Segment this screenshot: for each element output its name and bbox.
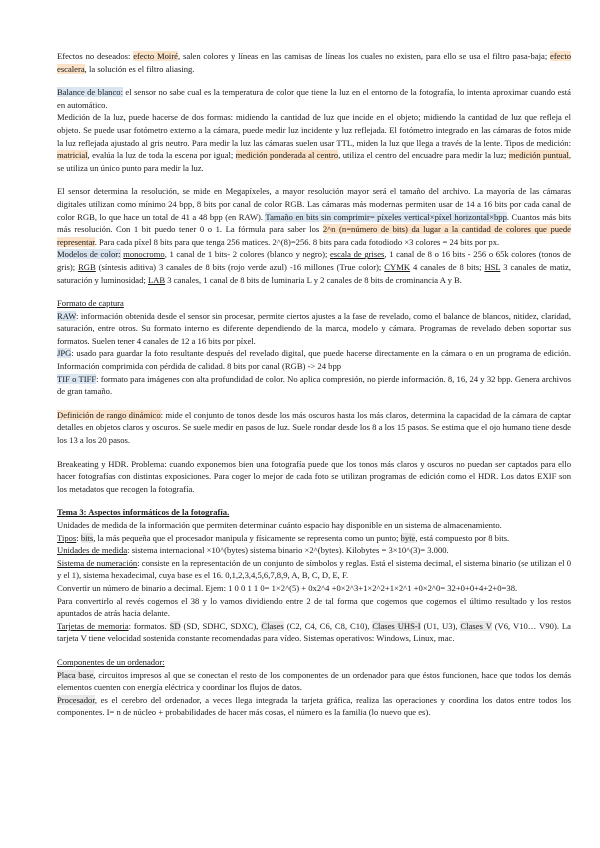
text-run: , la más pequeña que el procesador manipula y físicamente se representa como un punto;: [93, 532, 401, 543]
heading-capture-format: Formato de captura: [57, 298, 124, 309]
highlighted-term: Procesador: [57, 694, 95, 705]
text-run: 3 canales, 1 canal de 8 bits de luminaria L y 2 canales de 8 bits de crominancia A y B.: [165, 274, 462, 285]
text-run: , 1 canal de 8 o 16 bits - 256 o 65k colores (tonos de gris);: [57, 249, 571, 272]
paragraph-tiff: [57, 373, 571, 398]
text-run: :: [76, 532, 81, 543]
highlighted-term: efecto Moiré: [133, 51, 179, 61]
text-run: , utiliza el centro del encuadre para medir la luz;: [338, 150, 509, 161]
highlighted-term: bits: [80, 532, 94, 543]
highlighted-term: RAW: [57, 310, 77, 321]
text-run: (SD, SDHC, SDXC),: [180, 620, 262, 631]
text-run: Unidades de medida de la información que permiten determinar cuánto espacio hay disponible en un sistema de almacenamiento.: [57, 520, 502, 530]
highlighted-term: 2^n (n=número de bits) da lugar a la cantidad de colores que puede representar: [57, 224, 571, 247]
highlighted-term: Sistema de numeración: [57, 557, 138, 568]
text-run: (síntesis aditiva) 3 canales de 8 bits (rojo verde azul) -16 millones (True color);: [95, 261, 385, 272]
text-run: el sensor no sabe cual es la temperatura de color que tiene la luz en el entorno de la fotografía, lo intenta aproximar cuando está en automático.: [57, 87, 571, 110]
text-run: , 1 canal de 1 bits- 2 colores (blanco y negro);: [164, 249, 330, 260]
text-run: , evalúa la luz de toda la escena por igual;: [87, 150, 236, 161]
text-run: 4 canales de 8 bits;: [410, 261, 485, 272]
heading-computer-components: Componentes de un ordenador:: [57, 656, 165, 667]
highlighted-term: SD: [169, 620, 181, 631]
paragraph-motherboard: [57, 669, 571, 694]
paragraph-dynamic-range: [57, 409, 571, 447]
paragraph-effects: [57, 50, 571, 75]
text-run: Para convertirlo al revés cogemos el 38 y lo vamos dividiendo entre 2 de tal forma que cogemos que cogemos el último resultado y los restos apuntados de atrás hacia delante.: [57, 595, 571, 619]
text-run: Breakeating y HDR. Problema: cuando exponemos bien una fotografía puede que los tonos más claros y oscuros no puedan ser captados para ello hacer fotografías con distintas exposiciones. Para coger lo mejor de cada foto se utilizan programas de edición como el HDR. Los datos EXIF son los metadatos que recogen la fotografía.: [57, 458, 571, 494]
highlighted-term: Unidades de medida: [57, 545, 128, 556]
highlighted-term: Balance de blanco:: [57, 87, 123, 98]
text-run: : mide el conjunto de tonos desde los más oscuros hasta los más claros, determina la capacidad de la cámara de captar detalles en objetos claros y oscuros. Se suele medir en pasos de luz. Suele rondar desde los 8 a los 15 pasos. Se estima que el ojo humano tiene desde los 13 a los 20 pasos.: [57, 409, 571, 446]
highlighted-term: Definición de rango dinámico: [57, 409, 161, 420]
paragraph-raw: [57, 310, 571, 348]
paragraph-memory-cards: [57, 620, 571, 645]
text-run: : usado para guardar la foto resultante después del revelado digital, que puede hacerse directamente en la cámara o en un programa de edición. Información comprimida con pérdida de calidad. 8 bits por canal (RGB) -> 24 bpp: [57, 348, 571, 372]
highlighted-term: Clases: [261, 620, 284, 631]
text-run: . Para cada píxel 8 bits para que tenga 256 matices. 2^(8)=256. 8 bits para cada fotodiodo ×3 colores = 24 bits por px.: [94, 236, 500, 247]
text-run: El sensor determina la resolución, se mide en Megapíxeles, a mayor resolución mayor será el tamaño del archivo. La mayoría de las cámaras digitales utilizan como mínimo 24 bpp, 8 bits por canal de color RGB. Las cámaras más modernas permiten usar de 14 a 16 bits por cada canal de color RGB, lo que hace un total de 41 a 48 bpp (en RAW).: [57, 186, 571, 222]
text-run: (U1, U3),: [420, 620, 461, 631]
highlighted-term: matricial: [57, 150, 88, 161]
paragraph-binary-to-decimal: [57, 582, 571, 595]
paragraph-light-metering: [57, 111, 571, 174]
paragraph-processor: [57, 694, 571, 719]
highlighted-term: medición ponderada al centro: [235, 150, 339, 161]
text-run: , circuitos impresos al que se conectan el resto de los componentes de un ordenador para que éstos funcionen, hace que todos los demás elementos cuenten con energía eléctrica y coordinar los flujos de datos.: [57, 669, 571, 693]
text-run: , es el cerebro del ordenador, a veces llega integrada la tarjeta gráfica, realiza las operaciones y coordina los datos entre todos los componentes. I= n de núcleo + probabilidades de hacer más cosas, el número es la familia (lo nuevo que es).: [57, 694, 571, 718]
text-run: , salen colores y líneas en las camisas de líneas los cuales no existen, para ello se usa el filtro pasa-baja;: [178, 51, 551, 61]
paragraph-units: [57, 519, 571, 532]
paragraph-numeral-system: [57, 557, 571, 582]
text-run: . Cuantos más bits más resolución. Con 1 bit puedo tener 0 o 1. La fórmula para saber los: [57, 211, 571, 235]
text-run: (C2, C4, C6, C8, C10),: [283, 620, 373, 631]
paragraph-decimal-to-binary: [57, 595, 571, 620]
highlighted-term: Placa base: [57, 669, 94, 680]
highlighted-term: Modelos de color:: [57, 249, 121, 260]
text-run: , se utiliza un único punto para medir la luz.: [57, 150, 571, 173]
paragraph-sensor: [57, 185, 571, 248]
paragraph-color-models: [57, 248, 571, 286]
text-run: Efectos no deseados:: [57, 51, 134, 61]
highlighted-term: medición puntual: [508, 150, 569, 161]
highlighted-term: efecto escalera: [57, 51, 572, 74]
heading-tema-3: Tema 3: Aspectos informáticos de la fotografía.: [57, 507, 230, 518]
paragraph-white-balance: [57, 86, 571, 111]
highlighted-term: CYMK: [384, 261, 411, 272]
text-run: : sistema internacional ×10^(bytes) sistema binario ×2^(bytes). Kilobytes = 3×10^(3)= 3.000.: [127, 545, 449, 556]
highlighted-term: monocromo: [123, 249, 165, 260]
text-run: , está compuesto por 8 bits.: [415, 532, 510, 543]
text-run: Convertir un número de binario a decimal. Ejem: 1 0 0 1 1 0= 1×2^(5) + 0x2^4 +0×2^3+1×2^2+1×2^1 +0×2^0= 32+0+0+4+2+0=38.: [57, 582, 518, 593]
highlighted-term: HSL: [484, 261, 501, 272]
highlighted-term: byte: [400, 532, 416, 543]
paragraph-jpg: [57, 347, 571, 372]
paragraph-bracketing-hdr: [57, 458, 571, 496]
highlighted-term: Clases V: [460, 620, 492, 631]
text-run: Medición de la luz, puede hacerse de dos formas: midiendo la cantidad de luz que incide en el objeto; midiendo la cantidad de luz que refleja el objeto. Se puede usar fotómetro externo a la cámara, puede medir luz incidente y luz reflejada. El fotómetro integrado en las cámaras de fotos mide la luz reflejada ajustado al gris neutro. Para medir la luz las cámaras suelen usar TTL, miden la luz que llega a través de la lente. Tipos de medición:: [57, 112, 571, 148]
highlighted-term: RGB: [78, 261, 96, 272]
text-run: 3 canales de matiz, saturación y luminosidad;: [57, 261, 572, 285]
highlighted-term: escala de grises: [329, 249, 385, 260]
highlighted-term: JPG: [57, 348, 72, 359]
highlighted-term: Clases UHS-I: [372, 620, 421, 631]
document-page: [57, 50, 571, 719]
highlighted-term: Tamaño en bits sin comprimir= píxeles vertical×píxel horizontal×bpp: [265, 211, 507, 222]
highlighted-term: TIF o TIFF: [57, 373, 97, 384]
text-run: : consiste en la representación de un conjunto de símbolos y reglas. Está el sistema decimal, el sistema binario (se utilizan el 0 y el 1), sistema hexadecimal, cuya base es el 16. 0,1,2,3,4,5,6,7,8,9, A, B, C, D, E, F.: [57, 557, 572, 581]
paragraph-types: [57, 532, 571, 545]
highlighted-term: LAB: [147, 274, 166, 285]
text-run: , la solución es el filtro aliasing.: [84, 63, 195, 74]
highlighted-term: Tarjetas de memoria: [57, 620, 129, 631]
text-run: (V6, V10… V90). La tarjeta V tiene velocidad sostenida constante recomendadas para vídeo. Sistemas operativos: Windows, Linux, mac.: [57, 620, 571, 644]
text-run: : formatos.: [128, 620, 170, 631]
paragraph-measure-units: [57, 544, 571, 557]
text-run: : información obtenida desde el sensor sin procesar, permite ciertos ajustes a la fase de revelado, como el balance de blancos, nitidez, claridad, saturación, entre otros. Su formato interno es diferente dependiendo de la marca, modelo y cámara. Programas de revelado deben soportar sus formatos. Suelen tener 4 canales de 12 a 16 bits por píxel.: [57, 310, 571, 346]
text-run: : formato para imágenes con alta profundidad de color. No aplica compresión, no pierde información. 8, 16, 24 y 32 bpp. Genera archivos de gran tamaño.: [57, 373, 572, 397]
highlighted-term: Tipos: [57, 532, 77, 543]
